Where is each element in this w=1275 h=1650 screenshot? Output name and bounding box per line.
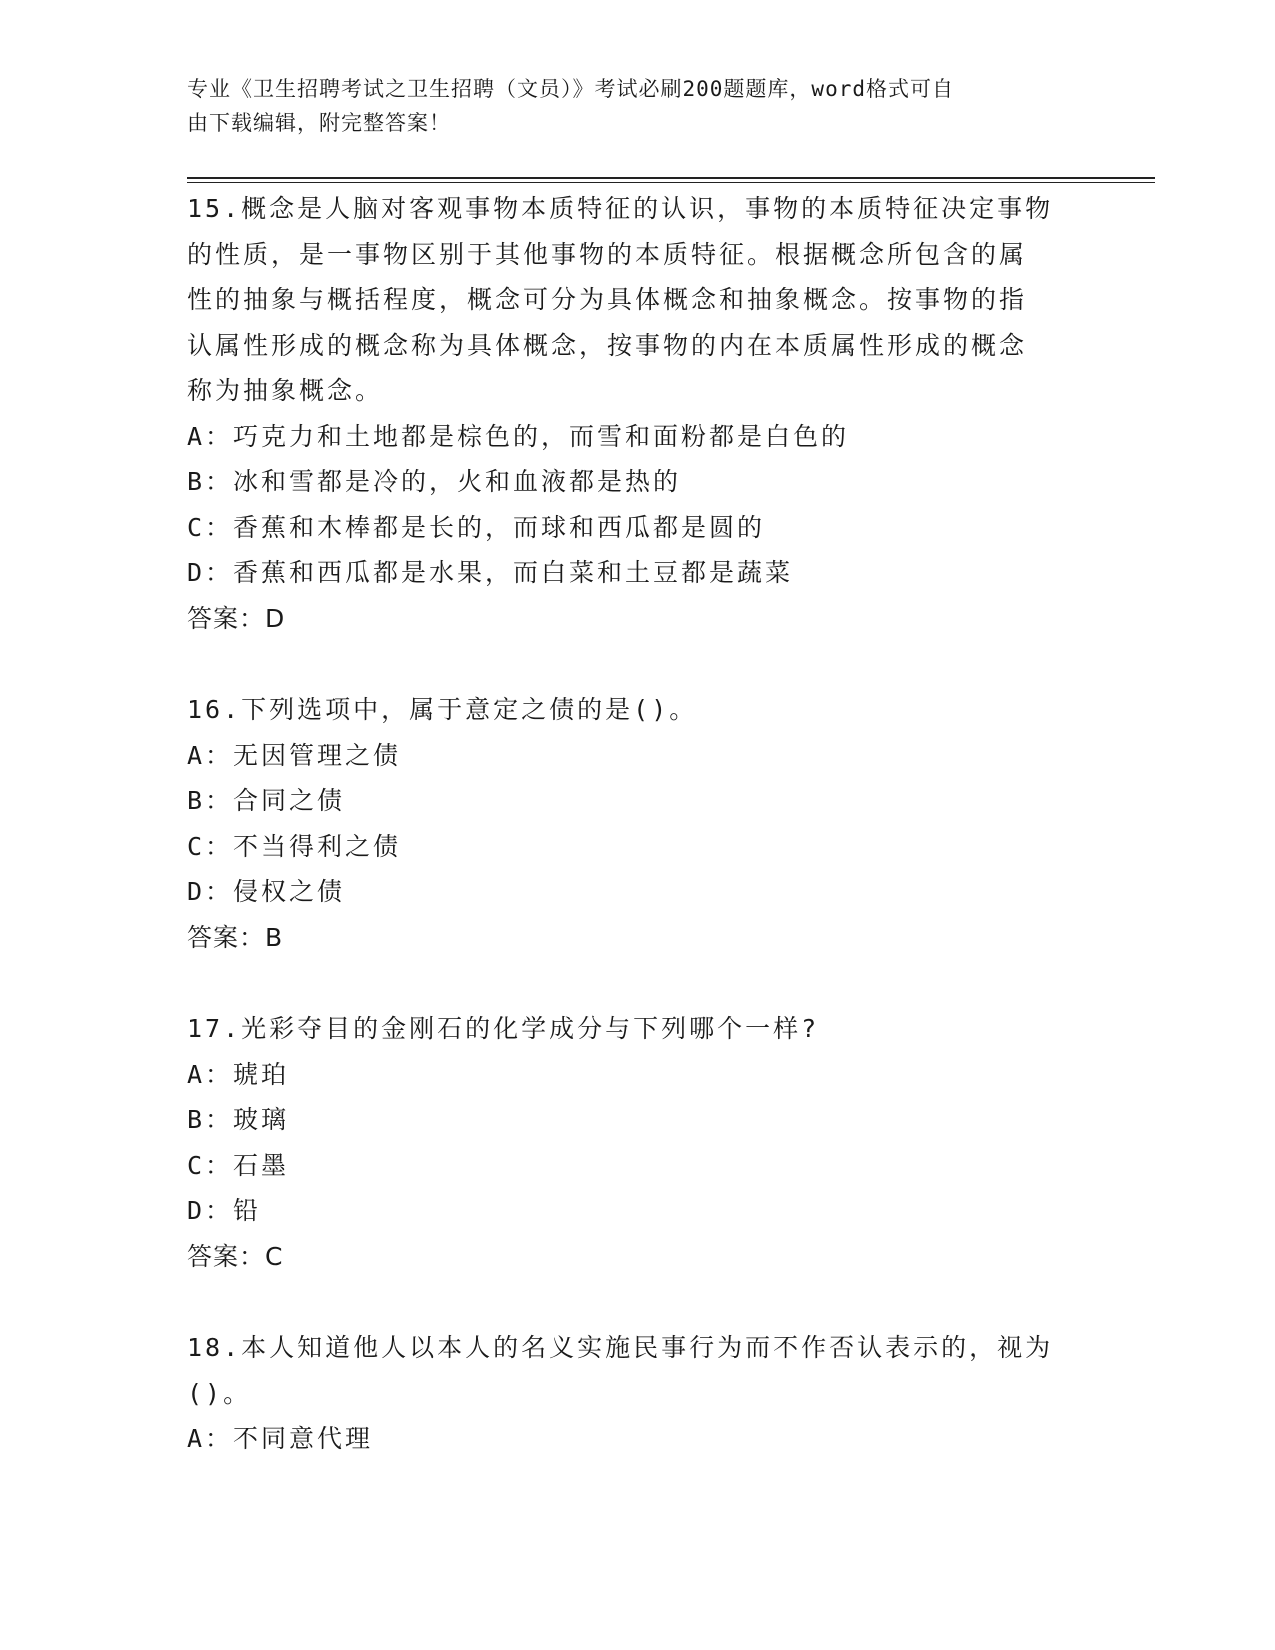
option-c: C：香蕉和木棒都是长的，而球和西瓜都是圆的 <box>187 512 766 542</box>
question-list <box>187 186 1087 1462</box>
option-c: C：不当得利之债 <box>187 831 402 861</box>
question-spacer <box>187 1279 1087 1325</box>
document-header <box>187 72 1067 140</box>
option-a: A：无因管理之债 <box>187 740 402 770</box>
question-17 <box>187 1006 1087 1279</box>
header-rule-thin <box>187 182 1155 183</box>
option-b: B：冰和雪都是冷的，火和血液都是热的 <box>187 467 682 496</box>
option-d: D：香蕉和西瓜都是水果，而白菜和土豆都是蔬菜 <box>187 558 794 587</box>
option-a: A：琥珀 <box>187 1059 290 1089</box>
answer: 答案：B <box>187 922 284 952</box>
question-stem-line: 17.光彩夺目的金刚石的化学成分与下列哪个一样? <box>187 1014 820 1043</box>
option-b: B：玻璃 <box>187 1105 290 1134</box>
question-15 <box>187 186 1087 641</box>
header-line-1: 专业《卫生招聘考试之卫生招聘（文员）》考试必刷200题题库，word格式可自 <box>187 77 954 101</box>
question-stem-line: ()。 <box>187 1378 252 1408</box>
question-stem-line: 性的抽象与概括程度，概念可分为具体概念和抽象概念。按事物的指 <box>187 285 1028 314</box>
question-stem-line: 称为抽象概念。 <box>187 376 384 405</box>
question-16 <box>187 687 1087 960</box>
option-c: C：石墨 <box>187 1150 290 1180</box>
question-spacer <box>187 641 1087 687</box>
option-a: A：不同意代理 <box>187 1424 374 1453</box>
answer: 答案：D <box>187 603 286 633</box>
header-line-2: 由下载编辑，附完整答案！ <box>187 111 451 135</box>
answer: 答案：C <box>187 1241 284 1271</box>
question-stem-line: 的性质，是一事物区别于其他事物的本质特征。根据概念所包含的属 <box>187 239 1028 269</box>
option-d: D：铅 <box>187 1196 262 1225</box>
question-18 <box>187 1325 1087 1462</box>
header-rule-thick <box>187 177 1155 179</box>
option-a: A：巧克力和土地都是棕色的，而雪和面粉都是白色的 <box>187 421 850 451</box>
option-d: D：侵权之债 <box>187 877 346 906</box>
question-stem-line: 18.本人知道他人以本人的名义实施民事行为而不作否认表示的，视为 <box>187 1333 1054 1362</box>
question-stem-line: 15.概念是人脑对客观事物本质特征的认识，事物的本质特征决定事物 <box>187 194 1054 223</box>
question-stem-line: 16.下列选项中，属于意定之债的是()。 <box>187 695 698 724</box>
question-spacer <box>187 960 1087 1006</box>
option-b: B：合同之债 <box>187 786 346 815</box>
question-stem-line: 认属性形成的概念称为具体概念，按事物的内在本质属性形成的概念 <box>187 330 1028 360</box>
